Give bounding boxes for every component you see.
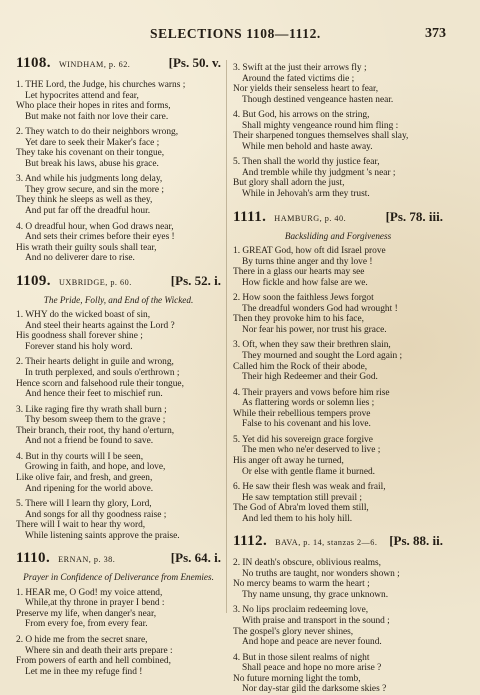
verse [16, 452, 221, 494]
verse-line: But make not faith nor love their care. [25, 111, 169, 122]
hymn-block [233, 208, 443, 525]
verse [233, 110, 443, 152]
hymn-number: 1111. [233, 208, 267, 225]
verse [16, 588, 221, 630]
hymn-heading [233, 208, 443, 229]
verse-line: In truth perplexed, and souls o'erthrown ; [25, 368, 180, 379]
verse-line: 5. Yet did his sovereign grace forgive [233, 434, 373, 445]
hymn-tune: WINDHAM, p. 62. [58, 60, 131, 69]
verse-line: Nor day-star gild the darksome skies ? [242, 684, 387, 695]
verse-line: No mercy beams to warm the heart ; [233, 579, 370, 590]
verse-line: Shall peace and hope no more arise ? [242, 663, 382, 674]
left-column [16, 55, 221, 677]
verse-line: 1. WHY do the wicked boast of sin, [16, 310, 151, 321]
verse-line: 5. There will I learn thy glory, Lord, [16, 499, 152, 510]
verse-line: 1. GREAT God, how oft did Israel prove [233, 246, 386, 257]
verse [16, 310, 221, 352]
hymn-subtitle: Backsliding and Forgiveness [284, 230, 392, 241]
verse-line: And led them to his holy hill. [242, 513, 353, 524]
verse-line: 2. They watch to do their neighbors wrong, [16, 127, 179, 138]
hymn-block [16, 55, 221, 264]
column-divider [226, 60, 227, 613]
hymn-tune: ERNAN, p. 38. [58, 555, 116, 565]
verse-line: Growing in faith, and hope, and love, [25, 462, 166, 473]
verse-line: 5. Then shall the world thy justice fear, [233, 157, 380, 168]
verse-line: And hence their feet to mischief run. [25, 389, 163, 400]
hymn-number: 1110. [16, 550, 51, 567]
verse-line: Though destined vengeance hasten near. [242, 94, 394, 105]
verse [233, 482, 443, 524]
verse-line: Hence scorn and falsehood rule their tongue, [16, 378, 184, 389]
verse [16, 222, 221, 264]
hymn-heading [16, 55, 221, 75]
verse-line: 4. But in those silent realms of night [233, 652, 370, 663]
verse-line: Nor yields their senseless heart to fear, [233, 84, 379, 95]
verse [16, 357, 221, 399]
verse-line: 1. THE Lord, the Judge, his churches warns ; [16, 80, 186, 90]
verse-line: Their branch, their root, thy hand o'erturn, [16, 425, 175, 436]
verse [233, 340, 443, 382]
verse-line: Who place their hopes in rites and forms, [16, 101, 171, 112]
verse-line: Forever stand his holy word. [25, 341, 133, 352]
verse [233, 246, 443, 288]
verse-line: Nor fear his power, nor trust his grace. [242, 324, 387, 335]
verse [16, 80, 221, 122]
hymn-block [233, 533, 443, 695]
verse-line: With praise and transport in the sound ; [242, 615, 390, 626]
verse-line: The gospel's glory never shines, [233, 626, 354, 637]
verse [233, 157, 443, 199]
verse-line: Preserve my life, when danger's near, [16, 608, 157, 619]
verse-line: From powers of earth and hell combined, [16, 656, 171, 667]
verse-line: And tremble while thy judgment 's near ; [242, 167, 396, 178]
verse-line: From every foe, from every fear. [25, 619, 148, 630]
hymn-block [233, 63, 443, 200]
verse-line: There will I wait to hear thy word, [16, 520, 146, 531]
psalm-reference: [Ps. 78. iii. [385, 208, 443, 224]
verse-line: And hope and peace are never found. [242, 637, 382, 648]
running-title: SELECTIONS 1108—1112. [150, 26, 321, 41]
verse-line: There in a glass our hearts may see [233, 267, 365, 278]
verse-line: And steel their hearts against the Lord ? [25, 320, 175, 331]
verse-line: 4. But God, his arrows on the string, [233, 110, 370, 121]
verse-line: And not a friend be found to save. [25, 436, 154, 447]
verse-line: 3. Oft, when they saw their brethren slain, [233, 340, 391, 351]
hymn-heading [16, 272, 221, 293]
verse-line: But glory shall adorn the just, [233, 178, 345, 189]
psalm-reference: [Ps. 64. i. [170, 550, 221, 566]
verse-line: And put far off the dreadful hour. [25, 206, 151, 217]
right-column [233, 58, 443, 695]
verse-line: False to his covenant and his love. [242, 419, 371, 430]
verse-line: No truths are taught, nor wonders shown ; [242, 568, 400, 579]
hymn-subtitle: Prayer in Confidence of Deliverance from Enemies. [23, 572, 214, 583]
verse [233, 293, 443, 335]
psalm-reference: [Ps. 52. i. [170, 272, 221, 288]
page-number: 373 [425, 26, 446, 41]
verse-line: Shall mighty vengeance round him fling : [242, 120, 399, 131]
verse-line: 1. HEAR me, O God! my voice attend, [16, 587, 163, 598]
verse-line: 4. O dreadful hour, when God draws near, [16, 221, 174, 232]
verse-line: 3. Like raging fire thy wrath shall burn ; [16, 404, 167, 415]
verse-line: They mourned and sought the Lord again ; [242, 351, 403, 362]
verse-line: While their rebellious tempers prove [233, 408, 371, 419]
verse-line: While listening saints approve the praise. [25, 530, 180, 541]
verse [16, 174, 221, 216]
verse-line: 2. O hide me from the secret snare, [16, 634, 148, 645]
verse-line: 6. He saw their flesh was weak and frail, [233, 482, 386, 493]
verse-line: Yet dare to seek their Maker's face ; [25, 137, 160, 148]
verse-line: By turns thine anger and thy love ! [242, 256, 373, 267]
verse-line: Like olive fair, and fresh, and green, [16, 472, 153, 483]
verse-line: He saw temptation still prevail ; [242, 492, 363, 503]
hymn-number: 1112. [233, 533, 268, 550]
verse-line: The dreadful wonders God had wrought ! [242, 303, 398, 314]
verse [233, 558, 443, 600]
verse-line: His anger oft away he turned, [233, 455, 344, 466]
verse-line: And songs for all thy goodness raise ; [25, 509, 167, 520]
hymn-heading [16, 550, 221, 570]
verse [233, 63, 443, 105]
verse-line: 3. And while his judgments long delay, [16, 174, 163, 185]
verse-line: Thy besom sweep them to the grave ; [25, 415, 166, 426]
verse-line: 4. But in thy courts will I be seen, [16, 451, 144, 462]
verse-line: Or else with gentle flame it burned. [242, 466, 376, 477]
verse [16, 499, 221, 541]
verse [16, 405, 221, 447]
hymn-number: 1108. [16, 55, 51, 71]
verse-line: Then they provoke him to his face, [233, 314, 364, 325]
verse-line: His wrath their guilty souls shall tear, [16, 242, 157, 253]
verse-line: The men who ne'er deserved to live ; [242, 445, 381, 456]
verse [233, 435, 443, 477]
verse-line: And ripening for the world above. [25, 483, 154, 494]
verse [16, 635, 221, 677]
hymn-block [16, 272, 221, 541]
verse-line: Around the fated victims die ; [242, 73, 355, 84]
verse-line: No future morning light the tomb, [233, 673, 361, 684]
verse-line: 3. No lips proclaim redeeming love, [233, 605, 369, 616]
verse-line: 2. IN death's obscure, oblivious realms, [233, 558, 382, 569]
verse-line: They grow secure, and sin the more ; [25, 184, 165, 195]
verse [16, 127, 221, 169]
verse-line: 2. How soon the faithless Jews forgot [233, 293, 374, 304]
verse-line: While in Jehovah's arm they trust. [242, 189, 370, 200]
verse-line: They think he sleeps as well as they, [16, 195, 153, 206]
verse-line: As flattering words or solemn lies ; [242, 398, 375, 409]
page-header [0, 26, 480, 46]
verse-line: Their high Redeemer and their God. [242, 372, 378, 383]
verse-line: Let me in thee my refuge find ! [25, 666, 143, 677]
verse-line: Their sharpened tongues themselves shall slay, [233, 131, 409, 142]
hymn-block [16, 550, 221, 677]
hymn-number: 1109. [16, 272, 51, 289]
hymn-tune: BAVA, p. 14, stanzas 2—6. [275, 538, 378, 548]
verse-line: How fickle and how false are we. [242, 277, 368, 288]
verse-line: But break his laws, abuse his grace. [25, 158, 159, 169]
verse-line: 2. Their hearts delight in guile and wrong, [16, 357, 174, 368]
hymn-tune: HAMBURG, p. 40. [274, 213, 347, 223]
hymn-heading [233, 533, 443, 553]
verse-line: Let hypocrites attend and fear, [25, 90, 139, 101]
verse-line: While,at thy throne in prayer I bend : [25, 598, 165, 609]
psalm-reference: [Ps. 88. ii. [389, 533, 443, 549]
hymn-tune: UXBRIDGE, p. 60. [58, 277, 132, 287]
verse-line: They take his covenant on their tongue, [16, 148, 165, 159]
verse-line: His goodness shall forever shine ; [16, 331, 143, 342]
verse-line: Called him the Rock of their abode, [233, 361, 368, 372]
verse-line: And sets their crimes before their eyes ! [25, 232, 175, 243]
verse [233, 653, 443, 695]
verse-line: While men behold and haste away. [242, 141, 373, 152]
verse-line: Thy name unsung, thy grace unknown. [242, 589, 389, 600]
verse [233, 605, 443, 647]
verse-line: 3. Swift at the just their arrows fly ; [233, 63, 367, 73]
hymn-subtitle: The Pride, Folly, and End of the Wicked. [43, 294, 194, 305]
verse-line: Where sin and death their arts prepare : [25, 645, 173, 656]
psalm-reference: [Ps. 50. v. [168, 55, 221, 70]
verse-line: 4. Their prayers and vows before him rise [233, 387, 390, 398]
verse-line: The God of Abra'm loved them still, [233, 503, 369, 514]
verse-line: And no deliverer dare to rise. [25, 253, 135, 264]
verse [233, 388, 443, 430]
